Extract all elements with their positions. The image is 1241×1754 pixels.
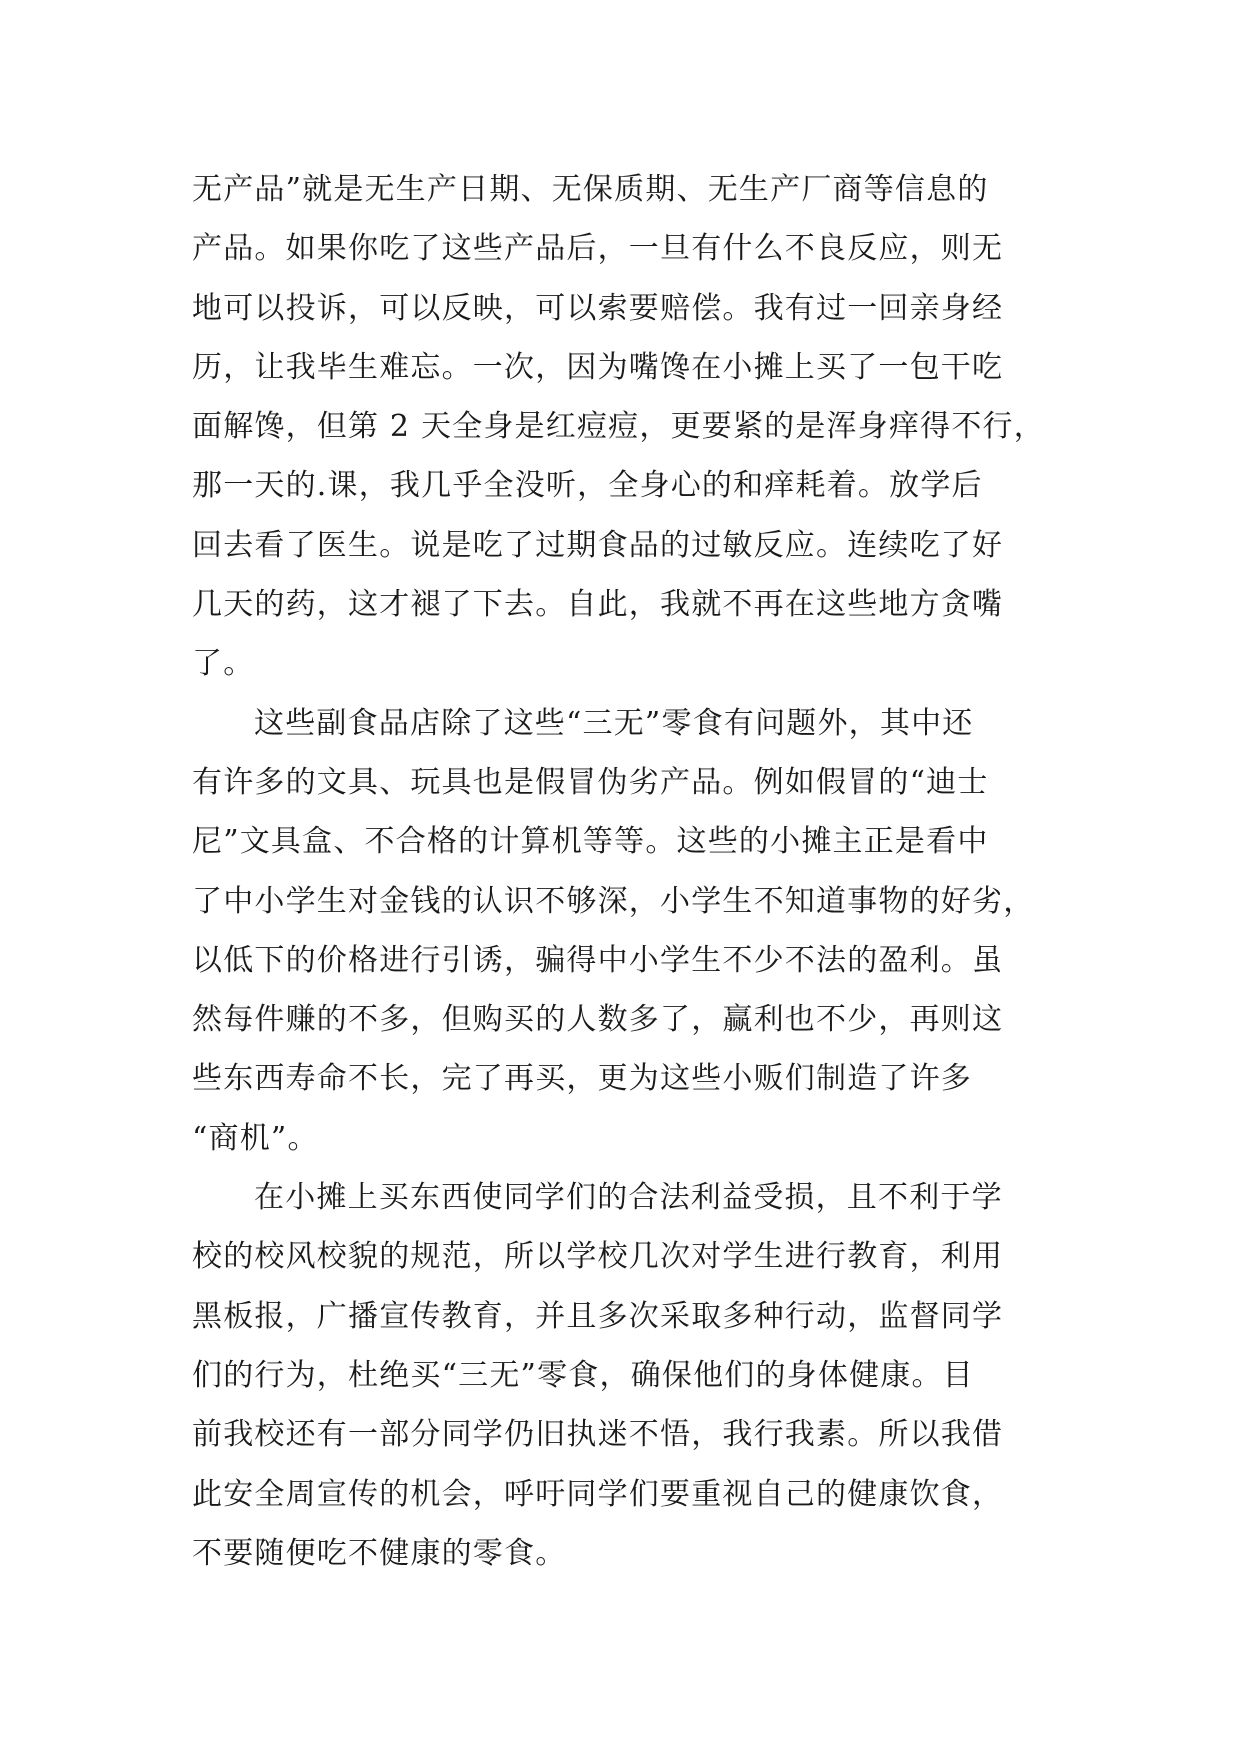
text-line: 历，让我毕生难忘。一次，因为嘴馋在小摊上买了一包干吃 — [192, 349, 1004, 385]
text-line: 了。 — [192, 646, 255, 682]
text-line: 回去看了医生。说是吃了过期食品的过敏反应。连续吃了好 — [192, 527, 1004, 563]
text-line: 尼”文具盒、不合格的计算机等等。这些的小摊主正是看中 — [192, 824, 989, 860]
text-line: 有许多的文具、玩具也是假冒伪劣产品。例如假冒的“迪士 — [192, 764, 989, 800]
text-line: “商机”。 — [192, 1120, 319, 1156]
text-line: 无产品”就是无生产日期、无保质期、无生产厂商等信息的 — [192, 172, 989, 207]
text-line: 那一天的.课，我几乎全没听，全身心的和痒耗着。放学后 — [192, 468, 983, 504]
text-line: 产品。如果你吃了这些产品后，一旦有什么不良反应，则无 — [192, 231, 1004, 267]
text-line: 几天的药，这才褪了下去。自此，我就不再在这些地方贪嘴 — [192, 587, 1004, 623]
text-line: 些东西寿命不长，完了再买，更为这些小贩们制造了许多 — [192, 1061, 972, 1097]
text-line: 黑板报，广播宣传教育，并且多次采取多种行动，监督同学 — [192, 1298, 1004, 1334]
text-line: 此安全周宣传的机会，呼吁同学们要重视自己的健康饮食， — [192, 1476, 1004, 1512]
text-line: 然每件赚的不多，但购买的人数多了，赢利也不少，再则这 — [192, 1002, 1004, 1038]
body-text — [192, 160, 1052, 1583]
text-line: 们的行为，杜绝买“三无”零食，确保他们的身体健康。目 — [192, 1357, 974, 1393]
text-line: 了中小学生对金钱的认识不够深，小学生不知道事物的好劣， — [192, 883, 1035, 919]
text-line: 不要随便吃不健康的零食。 — [192, 1535, 567, 1571]
text-line: 以低下的价格进行引诱，骗得中小学生不少不法的盈利。虽 — [192, 942, 1004, 978]
text-line: 前我校还有一部分同学仍旧执迷不悟，我行我素。所以我借 — [192, 1417, 1004, 1453]
text-line: 面解馋，但第 2 天全身是红痘痘，更要紧的是浑身痒得不行， — [192, 409, 1045, 445]
text-line: 校的校风校貌的规范，所以学校几次对学生进行教育，利用 — [192, 1239, 1004, 1275]
text-line: 这些副食品店除了这些“三无”零食有问题外，其中还 — [254, 705, 974, 741]
text-line: 地可以投诉，可以反映，可以索要赔偿。我有过一回亲身经 — [192, 290, 1004, 326]
text-line: 在小摊上买东西使同学们的合法利益受损，且不利于学 — [254, 1180, 1003, 1216]
